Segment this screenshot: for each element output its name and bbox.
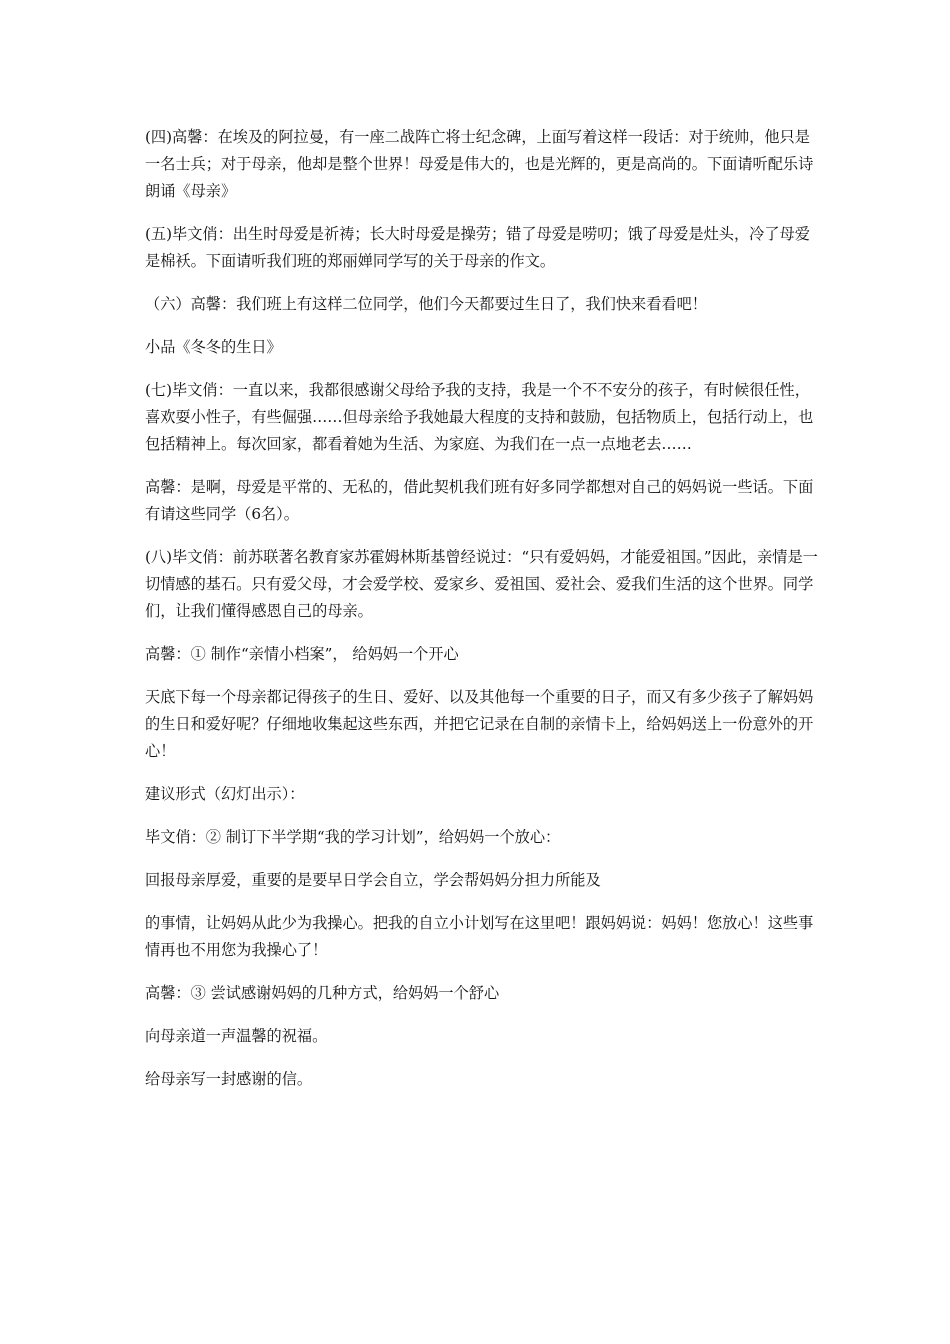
- activity-3-heading: 高馨：③ 尝试感谢妈妈的几种方式，给妈妈一个舒心: [145, 984, 500, 1002]
- paragraph-5: (五)毕文俏：出生时母爱是祈祷；长大时母爱是操劳；错了母爱是唠叨；饿了母爱是灶头，冷了母爱是棉袄。下面请听我们班的郑丽婵同学写的关于母亲的作文。: [145, 225, 810, 270]
- activity-3-item-1: 向母亲道一声温馨的祝福。: [145, 1027, 328, 1045]
- activity-1-text: 天底下每一个母亲都记得孩子的生日、爱好、以及其他每一个重要的日子，而又有多少孩子了解妈妈的生日和爱好呢？仔细地收集起这些东西，并把它记录在自制的亲情卡上，给妈妈送上一份意外的开心！: [145, 688, 814, 760]
- suggestion-format: 建议形式（幻灯出示）：: [145, 785, 305, 803]
- activity-2-text-part2: 的事情，让妈妈从此少为我操心。把我的自立小计划写在这里吧！跟妈妈说：妈妈！您放心！这些事情再也不用您为我操心了！: [145, 914, 814, 959]
- activity-2-heading: 毕文俏：② 制订下半学期“我的学习计划”，给妈妈一个放心：: [145, 828, 561, 846]
- paragraph-gaoxin-reply: 高馨：是啊，母爱是平常的、无私的，借此契机我们班有好多同学都想对自己的妈妈说一些话。下面有请这些同学（6名）。: [145, 478, 814, 523]
- paragraph-8: (八)毕文俏：前苏联著名教育家苏霍姆林斯基曾经说过：“只有爱妈妈，才能爱祖国。”因此，亲情是一切情感的基石。只有爱父母，才会爱学校、爱家乡、爱祖国、爱社会、爱我们生活的这个世界。同学们，让我们懂得感恩自己的母亲。: [145, 548, 818, 620]
- activity-1-heading: 高馨：① 制作“亲情小档案”， 给妈妈一个开心: [145, 645, 459, 663]
- document-body: [145, 124, 821, 1109]
- activity-3-item-2: 给母亲写一封感谢的信。: [145, 1070, 313, 1088]
- activity-2-text-part1: 回报母亲厚爱，重要的是要早日学会自立，学会帮妈妈分担力所能及: [145, 871, 601, 889]
- paragraph-7: (七)毕文俏：一直以来，我都很感谢父母给予我的支持，我是一个不不安分的孩子，有时候很任性，喜欢耍小性子，有些倔强……但母亲给予我她最大程度的支持和鼓励，包括物质上，包括行动上，也包括精神上。每次回家，都看着她为生活、为家庭、为我们在一点一点地老去……: [145, 381, 814, 453]
- paragraph-6: （六）高馨：我们班上有这样二位同学，他们今天都要过生日了，我们快来看看吧！: [145, 295, 707, 313]
- skit-title: 小品《冬冬的生日》: [145, 338, 282, 356]
- paragraph-4: (四)高馨：在埃及的阿拉曼，有一座二战阵亡将士纪念碑，上面写着这样一段话：对于统帅，他只是一名士兵；对于母亲，他却是整个世界！母爱是伟大的，也是光辉的，更是高尚的。下面请听配乐诗朗诵《母亲》: [145, 128, 814, 200]
